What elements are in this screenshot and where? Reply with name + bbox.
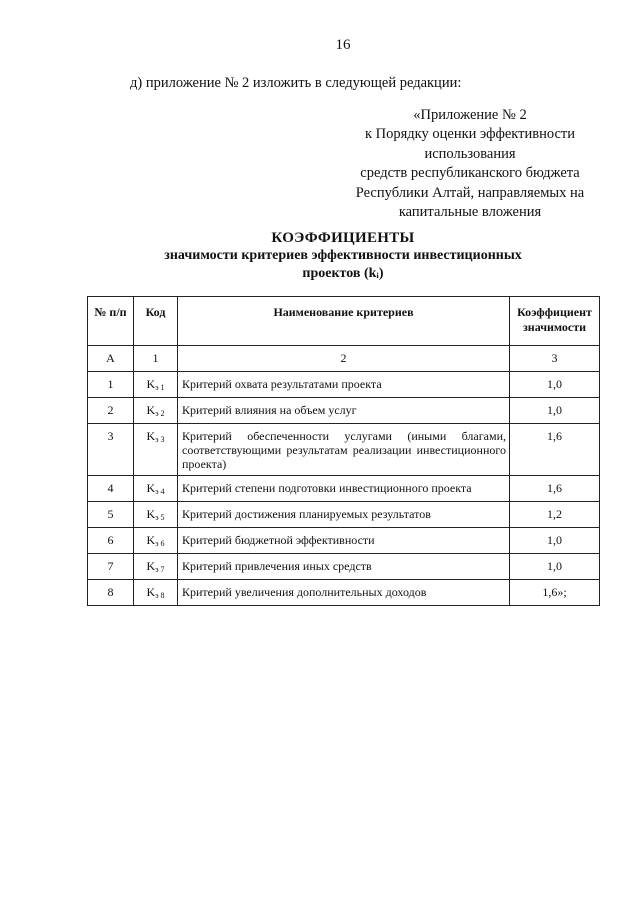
- row-num: 2: [88, 398, 134, 424]
- row-name: Критерий степени подготовки инвестиционного проекта: [178, 476, 510, 502]
- row-coef: 1,2: [510, 502, 600, 528]
- appendix-ref-line: к Порядку оценки эффективности: [364, 126, 576, 143]
- row-num: 6: [88, 528, 134, 554]
- row-coef: 1,0: [510, 554, 600, 580]
- row-code: [134, 580, 178, 606]
- row-num: 5: [88, 502, 134, 528]
- row-code: [134, 372, 178, 398]
- index-coef: 3: [510, 346, 600, 372]
- title-subheading: значимости критериев эффективности инвестиционных: [164, 248, 522, 263]
- index-num: А: [88, 346, 134, 372]
- page-number: 16: [335, 37, 351, 53]
- row-num: 4: [88, 476, 134, 502]
- code-letter: K: [146, 533, 156, 547]
- code-subscript: э 4: [155, 487, 165, 496]
- row-code: [134, 554, 178, 580]
- code-subscript: э 2: [155, 409, 165, 418]
- row-code: [134, 424, 178, 476]
- row-code: [134, 502, 178, 528]
- index-name: 2: [178, 346, 510, 372]
- header-num: № п/п: [88, 297, 134, 346]
- row-coef: 1,0: [510, 528, 600, 554]
- row-coef: 1,6: [510, 476, 600, 502]
- row-name: Критерий обеспеченности услугами (иными благами, соответствующими результатам реализации инвестиционного проекта): [178, 424, 510, 476]
- appendix-reference: [330, 106, 610, 222]
- row-name: Критерий влияния на объем услуг: [178, 398, 510, 424]
- table-row: [88, 476, 600, 502]
- row-name: Критерий достижения планируемых результатов: [178, 502, 510, 528]
- row-num: 3: [88, 424, 134, 476]
- row-code: [134, 476, 178, 502]
- row-name: Критерий охвата результатами проекта: [178, 372, 510, 398]
- table-row: [88, 528, 600, 554]
- index-code: 1: [134, 346, 178, 372]
- table-row: [88, 424, 600, 476]
- table-header-row: [88, 297, 600, 346]
- appendix-ref-line: капитальные вложения: [398, 204, 542, 221]
- row-coef: 1,6»;: [510, 580, 600, 606]
- code-subscript: э 8: [155, 591, 165, 600]
- row-code: [134, 528, 178, 554]
- row-name: Критерий привлечения иных средств: [178, 554, 510, 580]
- code-letter: K: [146, 585, 156, 599]
- table-row: [88, 372, 600, 398]
- table-row: [88, 554, 600, 580]
- code-letter: K: [146, 507, 156, 521]
- header-coef: Коэффициент значимости: [510, 297, 600, 346]
- table-row: [88, 398, 600, 424]
- table-row: [88, 502, 600, 528]
- code-subscript: э 7: [155, 565, 165, 574]
- criteria-table: [87, 296, 600, 606]
- row-num: 1: [88, 372, 134, 398]
- row-coef: 1,0: [510, 372, 600, 398]
- code-letter: K: [146, 377, 156, 391]
- appendix-ref-line: Республики Алтай, направляемых на: [355, 184, 585, 201]
- appendix-ref-line: «Приложение № 2: [413, 107, 527, 123]
- table-row: [88, 580, 600, 606]
- intro-text: д) приложение № 2 изложить в следующей редакции:: [130, 75, 462, 91]
- appendix-ref-line: использования: [424, 145, 516, 162]
- row-name: Критерий увеличения дополнительных доходов: [178, 580, 510, 606]
- header-code: Код: [134, 297, 178, 346]
- table-index-row: [88, 346, 600, 372]
- code-subscript: э 6: [155, 539, 165, 548]
- title-subheading-cont: проектов (kᵢ): [302, 266, 384, 281]
- header-name: Наименование критериев: [178, 297, 510, 346]
- row-code: [134, 398, 178, 424]
- code-letter: K: [146, 559, 156, 573]
- code-letter: K: [146, 481, 156, 495]
- document-title: [128, 229, 558, 283]
- row-num: 7: [88, 554, 134, 580]
- row-name: Критерий бюджетной эффективности: [178, 528, 510, 554]
- code-letter: K: [146, 429, 156, 443]
- code-letter: K: [146, 403, 156, 417]
- appendix-ref-line: средств республиканского бюджета: [360, 165, 580, 182]
- code-subscript: э 5: [155, 513, 165, 522]
- row-coef: 1,0: [510, 398, 600, 424]
- code-subscript: э 3: [155, 435, 165, 444]
- row-num: 8: [88, 580, 134, 606]
- row-coef: 1,6: [510, 424, 600, 476]
- code-subscript: э 1: [155, 383, 165, 392]
- title-heading: КОЭФФИЦИЕНТЫ: [271, 230, 415, 246]
